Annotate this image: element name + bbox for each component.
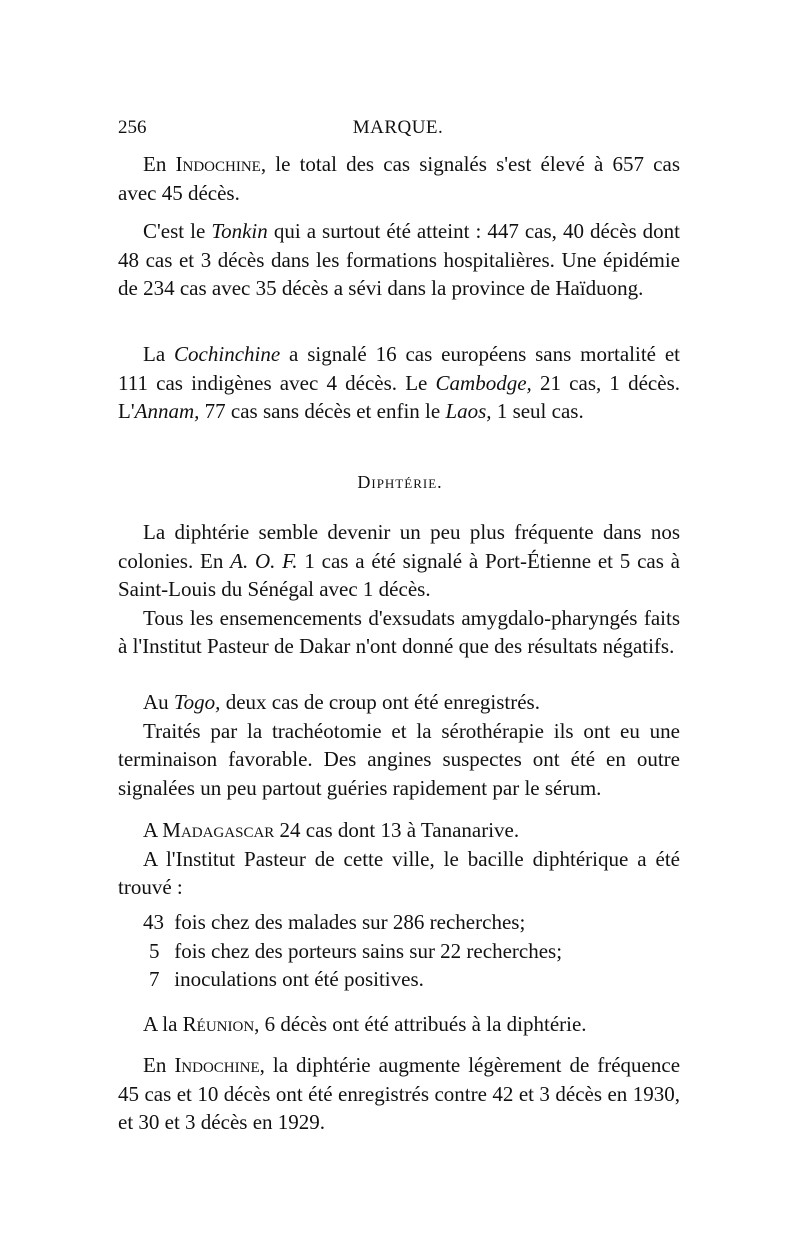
para3-mid2: 21 cas, 1 décès. L' [118, 370, 680, 423]
paragraph-institut-pasteur: A l'Institut Pasteur de cette ville, le bacille diphtérique a été trouvé : [118, 846, 680, 899]
list-item-text: fois chez des malades sur 286 recherches; [174, 910, 526, 934]
para4-pre: La diphtérie semble devenir un peu plus fréquente dans nos colonies. En [118, 520, 680, 573]
country-indochine-2: Indochine [174, 1053, 260, 1077]
list-item-text: fois chez des porteurs sains sur 22 recherches; [174, 938, 563, 963]
paragraph-tonkin [118, 217, 680, 303]
para3-pre: La [143, 342, 175, 366]
place-tonkin: Tonkin [211, 219, 268, 243]
para1-post: , le total des cas signalés s'est élevé à 657 cas avec 45 décès. [118, 152, 680, 205]
para1-pre: En [143, 152, 176, 176]
place-togo: Togo, [173, 690, 221, 714]
para8-post: 24 cas dont 13 à Tananarive. [274, 818, 520, 842]
country-indochine: Indochine [175, 152, 261, 176]
paragraph-indochine-diphterie [118, 1051, 680, 1137]
para3-mid1: a signalé 16 cas européens sans mortalité et 111 cas indigènes avec 4 décès. Le [118, 342, 681, 395]
list-item-number: 7 [149, 967, 160, 991]
para2-pre: C'est le [143, 219, 212, 243]
results-list [143, 908, 683, 994]
para3-mid3: 77 cas sans décès et enfin le [199, 399, 446, 423]
para6-pre: Au [143, 690, 174, 714]
list-item-text: inoculations ont été positives. [174, 967, 424, 991]
paragraph-togo [118, 688, 680, 802]
list-item-number: 5 [149, 938, 160, 963]
paragraph-dakar: Tous les ensemencements d'exsudats amygdalo-pharyngés faits à l'Institut Pasteur de Dakar n'ont donné que des résultats négatifs. [118, 605, 680, 658]
para3-post: 1 seul cas. [491, 399, 584, 423]
list-item [143, 965, 683, 994]
place-cambodge: Cambodge, [435, 370, 532, 395]
list-item [143, 937, 683, 966]
place-annam: Annam, [134, 399, 200, 423]
place-laos: Laos, [445, 399, 492, 423]
paragraph-madagascar [118, 816, 680, 902]
section-title-diphterie: Diphtérie. [357, 472, 443, 492]
para11-pre: En [143, 1053, 175, 1077]
page-number: 256 [118, 117, 147, 138]
place-cochinchine: Cochinchine [174, 342, 281, 366]
abbr-aof: A. O. F. [230, 548, 298, 573]
para10-post: , 6 décès ont été attribués à la diphtérie. [254, 1012, 587, 1036]
page-header [118, 117, 678, 147]
para8-pre: A [143, 818, 163, 842]
para10-pre: A la [143, 1012, 183, 1036]
para6-post: deux cas de croup ont été enregistrés. [220, 690, 540, 714]
paragraph-cochinchine [118, 340, 680, 426]
para11-post: , la diphtérie augmente légèrement de fréquence 45 cas et 10 décès ont été enregistrés contre 42 et 3 décès en 1930, et 30 et 3 décès en 1929. [118, 1053, 681, 1134]
para2-post: qui a surtout été atteint : 447 cas, 40 décès dont 48 cas et 3 décès dans les formations hospitalières. Une épidémie de 234 cas avec 35 décès a sévi dans la province de Haïduong. [118, 219, 680, 300]
running-title: MARQUE. [352, 117, 444, 138]
paragraph-reunion [118, 1010, 680, 1039]
list-item [143, 908, 683, 937]
country-madagascar: Madagascar [162, 818, 275, 842]
list-item-number: 43 [143, 910, 164, 934]
paragraph-aof [118, 518, 680, 661]
para4-post: 1 cas a été signalé à Port-Étienne et 5 cas à Saint-Louis du Sénégal avec 1 décès. [118, 548, 680, 601]
paragraph-tracheotomie: Traités par la trachéotomie et la sérothérapie ils ont eu une terminaison favorable. Des angines suspectes ont été en outre signalées un peu partout guéries rapidement par le sérum. [118, 718, 680, 800]
paragraph-indochine-total [118, 150, 680, 207]
country-reunion: Réunion [182, 1012, 255, 1036]
